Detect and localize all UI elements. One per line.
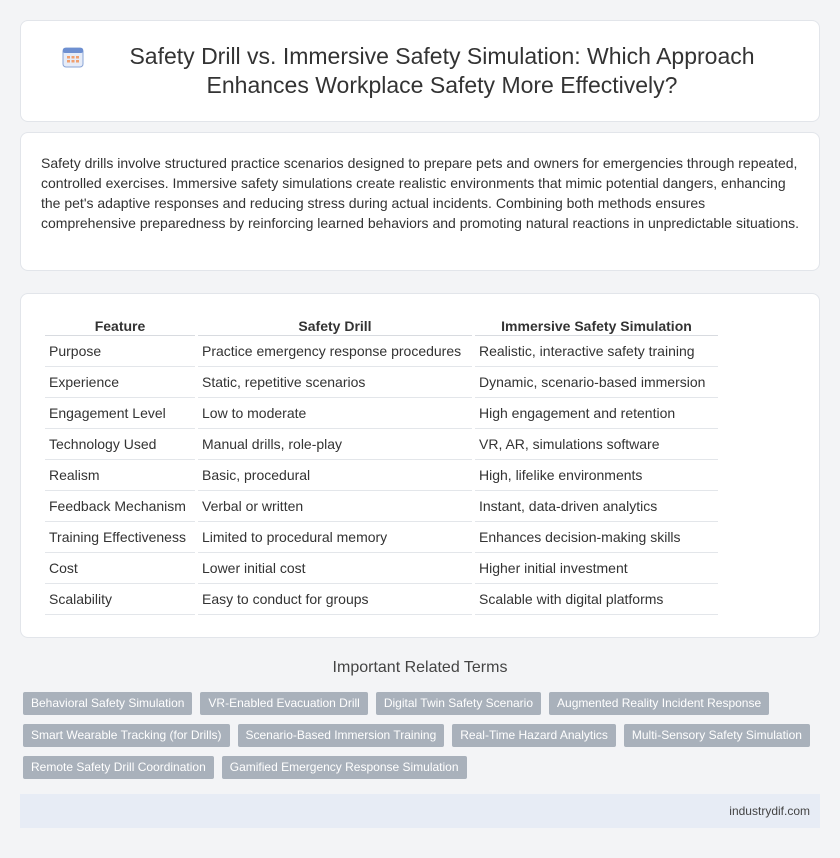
table-header-row [45,314,718,336]
simulation-cell: Enhances decision-making skills [475,522,718,553]
table-row [45,522,718,553]
drill-cell: Static, repetitive scenarios [198,367,472,398]
intro-text: Safety drills involve structured practice scenarios designed to prepare pets and owners for emergencies through repeated, controlled exercises. Immersive safety simulations create realistic environments that mimic potential dangers, enhancing the pet's adaptive responses and reducing stress during actual incidents. Combining both methods ensures comprehensive preparedness by reinforcing learned behaviors and promoting natural reactions in unpredictable situations. [41,155,800,231]
feature-cell: Scalability [45,584,195,615]
intro-card [20,132,820,271]
related-terms-title: Important Related Terms [332,659,508,676]
drill-cell: Limited to procedural memory [198,522,472,553]
header-safety-drill: Safety Drill [198,314,472,336]
simulation-cell: Scalable with digital platforms [475,584,718,615]
simulation-cell: High, lifelike environments [475,460,718,491]
table-row [45,398,718,429]
drill-cell: Practice emergency response procedures [198,336,472,367]
related-term-tag[interactable]: Real-Time Hazard Analytics [452,724,616,747]
related-term-tag[interactable]: Remote Safety Drill Coordination [23,756,214,779]
related-term-tag[interactable]: Augmented Reality Incident Response [549,692,769,715]
related-term-tag[interactable]: Multi-Sensory Safety Simulation [624,724,810,747]
related-term-tag[interactable]: VR-Enabled Evacuation Drill [200,692,367,715]
simulation-cell: VR, AR, simulations software [475,429,718,460]
related-terms-list [23,692,813,779]
simulation-cell: Instant, data-driven analytics [475,491,718,522]
calendar-icon [61,45,85,69]
footer-site-link[interactable]: industrydif.com [729,804,810,818]
comparison-card [20,293,820,638]
table-row [45,367,718,398]
feature-cell: Realism [45,460,195,491]
feature-cell: Purpose [45,336,195,367]
simulation-cell: High engagement and retention [475,398,718,429]
header-card [20,20,820,122]
drill-cell: Manual drills, role-play [198,429,472,460]
table-row [45,336,718,367]
simulation-cell: Realistic, interactive safety training [475,336,718,367]
header-immersive-simulation: Immersive Safety Simulation [475,314,718,336]
table-row [45,553,718,584]
simulation-cell: Higher initial investment [475,553,718,584]
table-row [45,584,718,615]
drill-cell: Lower initial cost [198,553,472,584]
related-term-tag[interactable]: Scenario-Based Immersion Training [238,724,445,747]
header-feature: Feature [45,314,195,336]
related-term-tag[interactable]: Gamified Emergency Response Simulation [222,756,467,779]
table-row [45,429,718,460]
feature-cell: Feedback Mechanism [45,491,195,522]
feature-cell: Experience [45,367,195,398]
table-row [45,460,718,491]
related-term-tag[interactable]: Behavioral Safety Simulation [23,692,192,715]
drill-cell: Easy to conduct for groups [198,584,472,615]
simulation-cell: Dynamic, scenario-based immersion [475,367,718,398]
related-term-tag[interactable]: Digital Twin Safety Scenario [376,692,541,715]
drill-cell: Basic, procedural [198,460,472,491]
comparison-table [42,314,721,615]
feature-cell: Technology Used [45,429,195,460]
footer [20,794,820,828]
drill-cell: Low to moderate [198,398,472,429]
related-term-tag[interactable]: Smart Wearable Tracking (for Drills) [23,724,230,747]
page-title: Safety Drill vs. Immersive Safety Simulation: Which Approach Enhances Workplace Safety More Effectively? [129,43,755,98]
feature-cell: Cost [45,553,195,584]
drill-cell: Verbal or written [198,491,472,522]
table-row [45,491,718,522]
feature-cell: Training Effectiveness [45,522,195,553]
feature-cell: Engagement Level [45,398,195,429]
